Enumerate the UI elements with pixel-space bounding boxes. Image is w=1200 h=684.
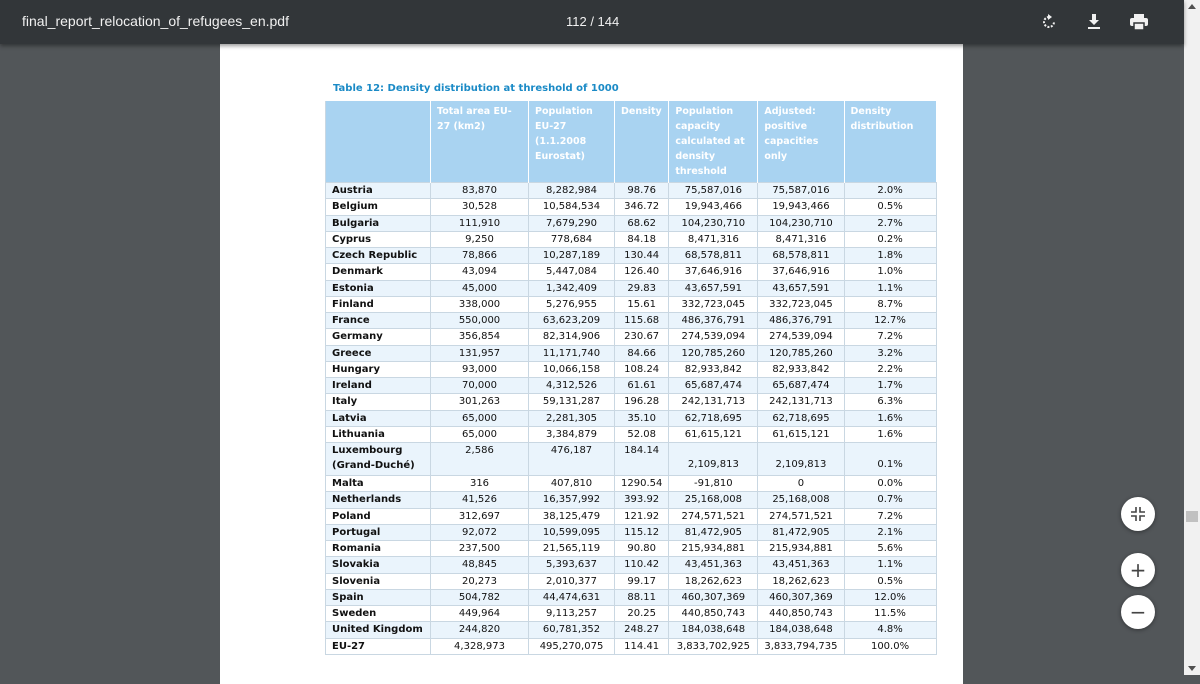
value-cell: 35.10 — [615, 410, 669, 426]
value-cell: 8,471,316 — [758, 231, 844, 247]
value-cell: 90.80 — [615, 541, 669, 557]
value-cell: 338,000 — [431, 296, 529, 312]
value-cell: 0.2% — [844, 231, 936, 247]
value-cell: 19,943,466 — [758, 199, 844, 215]
table-row — [326, 443, 937, 476]
value-cell: 43,451,363 — [669, 557, 758, 573]
country-cell: Greece — [326, 345, 431, 361]
country-cell: Romania — [326, 541, 431, 557]
value-cell: 29.83 — [615, 280, 669, 296]
value-cell: 104,230,710 — [758, 215, 844, 231]
value-cell: 16,357,992 — [529, 492, 615, 508]
value-cell: 30,528 — [431, 199, 529, 215]
value-cell: 6.3% — [844, 394, 936, 410]
value-cell: 99.17 — [615, 573, 669, 589]
value-cell: 10,584,534 — [529, 199, 615, 215]
value-cell: 25,168,008 — [758, 492, 844, 508]
value-cell: 110.42 — [615, 557, 669, 573]
value-cell: 63,623,209 — [529, 313, 615, 329]
value-cell: 2,010,377 — [529, 573, 615, 589]
table-row — [326, 638, 937, 654]
country-cell: Hungary — [326, 361, 431, 377]
column-header: Total area EU-27 (km2) — [431, 101, 529, 183]
value-cell: 5.6% — [844, 541, 936, 557]
country-cell: Cyprus — [326, 231, 431, 247]
density-table — [325, 101, 937, 655]
table-row — [326, 199, 937, 215]
value-cell: 4,328,973 — [431, 638, 529, 654]
value-cell: 48,845 — [431, 557, 529, 573]
country-cell: Poland — [326, 508, 431, 524]
table-row — [326, 329, 937, 345]
value-cell: 504,782 — [431, 589, 529, 605]
value-cell: 1.0% — [844, 264, 936, 280]
value-cell: 120,785,260 — [758, 345, 844, 361]
value-cell: 1.8% — [844, 248, 936, 264]
country-cell: Lithuania — [326, 426, 431, 442]
value-cell: 43,657,591 — [758, 280, 844, 296]
value-cell: 9,113,257 — [529, 606, 615, 622]
value-cell: 196.28 — [615, 394, 669, 410]
value-cell: 7.2% — [844, 329, 936, 345]
value-cell: 65,687,474 — [669, 378, 758, 394]
table-row — [326, 492, 937, 508]
value-cell: 1,342,409 — [529, 280, 615, 296]
value-cell: 37,646,916 — [758, 264, 844, 280]
value-cell: 44,474,631 — [529, 589, 615, 605]
value-cell: 81,472,905 — [758, 524, 844, 540]
country-cell: Ireland — [326, 378, 431, 394]
value-cell: 121.92 — [615, 508, 669, 524]
value-cell: 356,854 — [431, 329, 529, 345]
value-cell: 12.0% — [844, 589, 936, 605]
value-cell: 111,910 — [431, 215, 529, 231]
value-cell: 20,273 — [431, 573, 529, 589]
scroll-down-arrow-icon[interactable] — [1188, 666, 1196, 671]
value-cell: 8.7% — [844, 296, 936, 312]
value-cell: 70,000 — [431, 378, 529, 394]
value-cell: 316 — [431, 476, 529, 492]
value-cell: 82,314,906 — [529, 329, 615, 345]
table-row — [326, 394, 937, 410]
value-cell: 75,587,016 — [758, 183, 844, 199]
country-cell: Finland — [326, 296, 431, 312]
value-cell: 65,000 — [431, 426, 529, 442]
value-cell: 248.27 — [615, 622, 669, 638]
table-row — [326, 426, 937, 442]
value-cell: 7.2% — [844, 508, 936, 524]
table-row — [326, 313, 937, 329]
table-row — [326, 606, 937, 622]
country-cell: Malta — [326, 476, 431, 492]
table-row — [326, 524, 937, 540]
country-cell: United Kingdom — [326, 622, 431, 638]
value-cell: 4,312,526 — [529, 378, 615, 394]
value-cell: -91,810 — [669, 476, 758, 492]
value-cell: 274,571,521 — [669, 508, 758, 524]
value-cell: 37,646,916 — [669, 264, 758, 280]
value-cell: 495,270,075 — [529, 638, 615, 654]
value-cell: 1.1% — [844, 557, 936, 573]
value-cell: 2,109,813 — [669, 443, 758, 476]
country-cell: Slovakia — [326, 557, 431, 573]
value-cell: 65,000 — [431, 410, 529, 426]
value-cell: 274,539,094 — [758, 329, 844, 345]
value-cell: 5,393,637 — [529, 557, 615, 573]
value-cell: 244,820 — [431, 622, 529, 638]
country-cell: Luxembourg (Grand-Duché) — [326, 443, 431, 476]
value-cell: 1.6% — [844, 410, 936, 426]
value-cell: 83,870 — [431, 183, 529, 199]
value-cell: 9,250 — [431, 231, 529, 247]
value-cell: 62,718,695 — [669, 410, 758, 426]
country-cell: Spain — [326, 589, 431, 605]
country-cell: Denmark — [326, 264, 431, 280]
value-cell: 1290.54 — [615, 476, 669, 492]
value-cell: 19,943,466 — [669, 199, 758, 215]
table-row — [326, 248, 937, 264]
country-cell: Czech Republic — [326, 248, 431, 264]
value-cell: 0.1% — [844, 443, 936, 476]
value-cell: 15.61 — [615, 296, 669, 312]
value-cell: 108.24 — [615, 361, 669, 377]
value-cell: 84.18 — [615, 231, 669, 247]
table-row — [326, 541, 937, 557]
value-cell: 11,171,740 — [529, 345, 615, 361]
value-cell: 52.08 — [615, 426, 669, 442]
value-cell: 68,578,811 — [669, 248, 758, 264]
value-cell: 407,810 — [529, 476, 615, 492]
value-cell: 65,687,474 — [758, 378, 844, 394]
value-cell: 8,471,316 — [669, 231, 758, 247]
scroll-thumb[interactable] — [1186, 511, 1198, 522]
country-cell: Austria — [326, 183, 431, 199]
download-icon[interactable] — [1084, 12, 1104, 32]
value-cell: 43,657,591 — [669, 280, 758, 296]
value-cell: 332,723,045 — [669, 296, 758, 312]
value-cell: 81,472,905 — [669, 524, 758, 540]
value-cell: 92,072 — [431, 524, 529, 540]
value-cell: 2.7% — [844, 215, 936, 231]
fit-to-page-button[interactable] — [1121, 497, 1155, 531]
value-cell: 237,500 — [431, 541, 529, 557]
value-cell: 0 — [758, 476, 844, 492]
value-cell: 242,131,713 — [669, 394, 758, 410]
value-cell: 10,599,095 — [529, 524, 615, 540]
value-cell: 215,934,881 — [669, 541, 758, 557]
value-cell: 440,850,743 — [758, 606, 844, 622]
value-cell: 61,615,121 — [758, 426, 844, 442]
value-cell: 104,230,710 — [669, 215, 758, 231]
value-cell: 8,282,984 — [529, 183, 615, 199]
value-cell: 115.68 — [615, 313, 669, 329]
pdf-page — [220, 44, 963, 684]
scroll-up-arrow-icon[interactable] — [1188, 4, 1196, 9]
value-cell: 10,287,189 — [529, 248, 615, 264]
value-cell: 486,376,791 — [758, 313, 844, 329]
table-row — [326, 215, 937, 231]
table-header-row — [326, 101, 937, 183]
value-cell: 274,571,521 — [758, 508, 844, 524]
table-row — [326, 622, 937, 638]
value-cell: 84.66 — [615, 345, 669, 361]
country-cell: Slovenia — [326, 573, 431, 589]
value-cell: 45,000 — [431, 280, 529, 296]
value-cell: 3,384,879 — [529, 426, 615, 442]
value-cell: 486,376,791 — [669, 313, 758, 329]
value-cell: 476,187 — [529, 443, 615, 476]
zoom-in-icon: + — [1129, 558, 1147, 582]
value-cell: 301,263 — [431, 394, 529, 410]
table-row — [326, 508, 937, 524]
value-cell: 43,451,363 — [758, 557, 844, 573]
value-cell: 4.8% — [844, 622, 936, 638]
country-cell: Portugal — [326, 524, 431, 540]
value-cell: 5,276,955 — [529, 296, 615, 312]
table-row — [326, 573, 937, 589]
table-row — [326, 264, 937, 280]
column-header: Density — [615, 101, 669, 183]
value-cell: 18,262,623 — [758, 573, 844, 589]
value-cell: 332,723,045 — [758, 296, 844, 312]
value-cell: 98.76 — [615, 183, 669, 199]
value-cell: 460,307,369 — [758, 589, 844, 605]
table-row — [326, 378, 937, 394]
value-cell: 131,957 — [431, 345, 529, 361]
value-cell: 41,526 — [431, 492, 529, 508]
value-cell: 126.40 — [615, 264, 669, 280]
zoom-out-icon: − — [1129, 600, 1147, 624]
value-cell: 3,833,702,925 — [669, 638, 758, 654]
value-cell: 43,094 — [431, 264, 529, 280]
pdf-toolbar — [0, 0, 1184, 44]
table-row — [326, 476, 937, 492]
column-header: Population capacity calculated at density threshold — [669, 101, 758, 183]
value-cell: 346.72 — [615, 199, 669, 215]
value-cell: 82,933,842 — [758, 361, 844, 377]
value-cell: 10,066,158 — [529, 361, 615, 377]
column-header: Density distribution — [844, 101, 936, 183]
value-cell: 5,447,084 — [529, 264, 615, 280]
value-cell: 60,781,352 — [529, 622, 615, 638]
value-cell: 778,684 — [529, 231, 615, 247]
table-row — [326, 557, 937, 573]
value-cell: 184,038,648 — [669, 622, 758, 638]
value-cell: 25,168,008 — [669, 492, 758, 508]
print-icon[interactable] — [1129, 12, 1149, 32]
value-cell: 20.25 — [615, 606, 669, 622]
value-cell: 38,125,479 — [529, 508, 615, 524]
value-cell: 0.7% — [844, 492, 936, 508]
value-cell: 2.0% — [844, 183, 936, 199]
value-cell: 21,565,119 — [529, 541, 615, 557]
value-cell: 11.5% — [844, 606, 936, 622]
table-caption: Table 12: Density distribution at threshold of 1000 — [333, 83, 619, 94]
value-cell: 230.67 — [615, 329, 669, 345]
value-cell: 1.6% — [844, 426, 936, 442]
value-cell: 0.5% — [844, 573, 936, 589]
value-cell: 2.1% — [844, 524, 936, 540]
value-cell: 460,307,369 — [669, 589, 758, 605]
table-row — [326, 361, 937, 377]
value-cell: 82,933,842 — [669, 361, 758, 377]
country-cell: Sweden — [326, 606, 431, 622]
value-cell: 274,539,094 — [669, 329, 758, 345]
value-cell: 18,262,623 — [669, 573, 758, 589]
country-cell: Bulgaria — [326, 215, 431, 231]
value-cell: 88.11 — [615, 589, 669, 605]
table-row — [326, 183, 937, 199]
value-cell: 0.5% — [844, 199, 936, 215]
value-cell: 100.0% — [844, 638, 936, 654]
value-cell: 393.92 — [615, 492, 669, 508]
table-row — [326, 589, 937, 605]
table-row — [326, 410, 937, 426]
value-cell: 3.2% — [844, 345, 936, 361]
value-cell: 78,866 — [431, 248, 529, 264]
value-cell: 3,833,794,735 — [758, 638, 844, 654]
country-cell: Latvia — [326, 410, 431, 426]
value-cell: 61.61 — [615, 378, 669, 394]
value-cell: 312,697 — [431, 508, 529, 524]
value-cell: 440,850,743 — [669, 606, 758, 622]
table-row — [326, 231, 937, 247]
country-cell: Belgium — [326, 199, 431, 215]
value-cell: 114.41 — [615, 638, 669, 654]
zoom-in-button[interactable] — [1121, 553, 1155, 587]
fit-to-page-icon — [1131, 507, 1145, 521]
column-header: Adjusted: positive capacities only — [758, 101, 844, 183]
value-cell: 61,615,121 — [669, 426, 758, 442]
value-cell: 75,587,016 — [669, 183, 758, 199]
value-cell: 184.14 — [615, 443, 669, 476]
value-cell: 62,718,695 — [758, 410, 844, 426]
country-cell: Estonia — [326, 280, 431, 296]
vertical-scrollbar[interactable] — [1184, 0, 1200, 675]
value-cell: 242,131,713 — [758, 394, 844, 410]
value-cell: 130.44 — [615, 248, 669, 264]
value-cell: 550,000 — [431, 313, 529, 329]
value-cell: 59,131,287 — [529, 394, 615, 410]
country-cell: Germany — [326, 329, 431, 345]
rotate-icon[interactable] — [1039, 12, 1059, 32]
table-row — [326, 296, 937, 312]
zoom-out-button[interactable] — [1121, 595, 1155, 629]
value-cell: 184,038,648 — [758, 622, 844, 638]
column-header: Population EU-27 (1.1.2008 Eurostat) — [529, 101, 615, 183]
value-cell: 2,586 — [431, 443, 529, 476]
value-cell: 1.1% — [844, 280, 936, 296]
value-cell: 7,679,290 — [529, 215, 615, 231]
table-row — [326, 345, 937, 361]
document-title: final_report_relocation_of_refugees_en.pdf — [22, 13, 289, 29]
value-cell: 0.0% — [844, 476, 936, 492]
country-cell: Italy — [326, 394, 431, 410]
value-cell: 2,109,813 — [758, 443, 844, 476]
value-cell: 2,281,305 — [529, 410, 615, 426]
page-indicator[interactable]: 112 / 144 — [566, 14, 620, 29]
column-header — [326, 101, 431, 183]
value-cell: 215,934,881 — [758, 541, 844, 557]
table-row — [326, 280, 937, 296]
country-cell: EU-27 — [326, 638, 431, 654]
country-cell: Netherlands — [326, 492, 431, 508]
value-cell: 68.62 — [615, 215, 669, 231]
value-cell: 1.7% — [844, 378, 936, 394]
value-cell: 449,964 — [431, 606, 529, 622]
value-cell: 12.7% — [844, 313, 936, 329]
value-cell: 115.12 — [615, 524, 669, 540]
value-cell: 2.2% — [844, 361, 936, 377]
country-cell: France — [326, 313, 431, 329]
value-cell: 93,000 — [431, 361, 529, 377]
value-cell: 68,578,811 — [758, 248, 844, 264]
value-cell: 120,785,260 — [669, 345, 758, 361]
